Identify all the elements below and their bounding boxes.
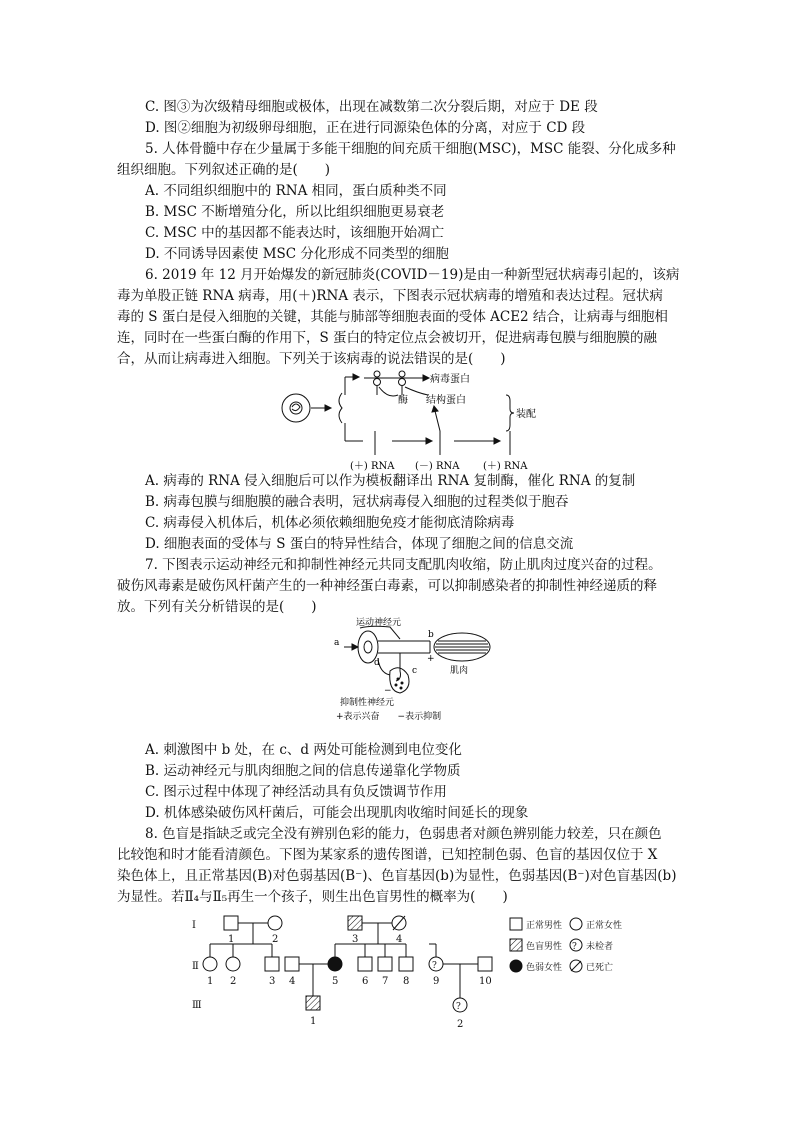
gen-2-label: Ⅱ: [192, 961, 199, 972]
q5-option-a: A. 不同组织细胞中的 RNA 相同，蛋白质种类不同: [145, 183, 447, 199]
ii-9-unchecked-mark: ?: [432, 961, 437, 971]
virus-protein-label: 病毒蛋白: [430, 374, 470, 385]
q5-option-b: B. MSC 不断增殖分化，所以比组织细胞更易衰老: [145, 204, 445, 220]
q6-stem: 6. 2019 年 12 月开始爆发的新冠肺炎(COVID－19)是由一种新型冠状病毒引起的，该病: [145, 267, 680, 283]
q7-option-b: B. 运动神经元与肌肉细胞之间的信息传递靠化学物质: [145, 763, 461, 779]
ii-4-num: 4: [289, 976, 296, 987]
legend-normal-female: 正常女性: [586, 921, 623, 931]
label-a: a: [334, 638, 340, 648]
i-4-num: 4: [396, 934, 403, 945]
legend-colorblind-male: 色盲男性: [526, 942, 563, 952]
gen-3-label: Ⅲ: [192, 1000, 202, 1011]
iii-2-unchecked-mark: ?: [456, 1002, 461, 1012]
rna-label-3: (＋) RNA: [483, 461, 528, 472]
legend-unchecked: 未检者: [586, 942, 614, 952]
ii-6-num: 6: [362, 976, 369, 987]
q6-stem-2: 毒为单股正链 RNA 病毒，用(＋)RNA 表示，下图表示冠状病毒的增殖和表达过程。冠状病: [117, 288, 663, 304]
q4-option-c: C. 图③为次级精母细胞或极体，出现在减数第二次分裂后期，对应于 DE 段: [145, 99, 598, 115]
neuron-muscle-diagram: [330, 615, 510, 727]
q7-option-c: C. 图示过程中体现了神经活动具有负反馈调节作用: [145, 784, 447, 800]
q6-option-b: B. 病毒包膜与细胞膜的融合表明，冠状病毒侵入细胞的过程类似于胞吞: [145, 494, 569, 510]
assembly-label: 装配: [516, 409, 536, 420]
enzyme-label: 酶: [398, 395, 408, 406]
q8-stem-3: 染色体上，且正常基因(B)对色弱基因(B⁻)、色盲基因(b)为显性，色弱基因(B⁻)对色盲基因(b): [117, 868, 677, 884]
host-cell-icon: [282, 394, 310, 422]
q6-option-d: D. 细胞表面的受体与 S 蛋白的特异性结合，体现了细胞之间的信息交流: [145, 536, 574, 552]
label-d: d: [374, 658, 380, 668]
rna-label-1: (＋) RNA: [350, 461, 395, 472]
label-c: c: [412, 666, 418, 676]
structural-protein-label: 结构蛋白: [426, 395, 466, 406]
gen-1-label: Ⅰ: [192, 920, 196, 931]
ii-7-num: 7: [382, 976, 389, 987]
iii-1-num: 1: [310, 1016, 317, 1027]
q5-option-d: D. 不同诱导因素使 MSC 分化形成不同类型的细胞: [145, 246, 449, 262]
q5-option-c: C. MSC 中的基因都不能表达时，该细胞开始凋亡: [145, 225, 445, 241]
q5-stem: 5. 人体骨髓中存在少量属于多能干细胞的间充质干细胞(MSC)，MSC 能裂、分化成多种: [145, 141, 676, 157]
ii-3-num: 3: [269, 976, 276, 987]
q6-stem-5: 合，从而让病毒进入细胞。下列关于该病毒的说法错误的是( ): [117, 351, 506, 367]
plus-sign: +: [427, 654, 435, 664]
q7-stem: 7. 下图表示运动神经元和抑制性神经元共同支配肌肉收缩，防止肌肉过度兴奋的过程。: [145, 557, 662, 573]
muscle-label: 肌肉: [450, 666, 469, 676]
label-b: b: [428, 630, 434, 640]
q8-stem-2: 比较饱和时才能看清颜色。下图为某家系的遗传图谱，已知控制色弱、色盲的基因仅位于 X: [117, 847, 658, 863]
q8-stem: 8. 色盲是指缺乏或完全没有辨别色彩的能力，色弱患者对颜色辨别能力较差，只在颜色: [145, 826, 662, 842]
ii-10-num: 10: [479, 976, 492, 987]
i-2-num: 2: [272, 934, 279, 945]
ii-9-num: 9: [433, 976, 440, 987]
minus-sign: −: [384, 686, 392, 696]
legend-unchecked-mark: ?: [572, 942, 577, 952]
q5-stem-cont: 组织细胞。下列叙述正确的是( ): [117, 162, 331, 178]
q8-stem-4: 为显性。若Ⅱ₄与Ⅱ₅再生一个孩子，则生出色盲男性的概率为( ): [117, 889, 508, 905]
inhibitory-neuron-label: 抑制性神经元: [340, 698, 395, 708]
iii-2-num: 2: [457, 1019, 464, 1030]
rna-label-2: (－) RNA: [415, 461, 460, 472]
pedigree-chart: [180, 908, 700, 1030]
legend-normal-male: 正常男性: [526, 921, 563, 931]
q4-option-d: D. 图②细胞为初级卵母细胞，正在进行同源染色体的分离，对应于 CD 段: [145, 120, 586, 136]
i-3-num: 3: [352, 934, 359, 945]
virus-replication-diagram: [270, 365, 570, 475]
q6-stem-4: 连，同时在一些蛋白酶的作用下，S 蛋白的特定位点会被切开，促进病毒包膜与细胞膜的融: [117, 330, 658, 346]
ii-1-num: 1: [207, 976, 214, 987]
q7-option-a: A. 刺激图中 b 处，在 c、d 两处可能检测到电位变化: [145, 742, 462, 758]
motor-neuron-label: 运动神经元: [356, 618, 402, 628]
q6-option-c: C. 病毒侵入机体后，机体必须依赖细胞免疫才能彻底清除病毒: [145, 515, 515, 531]
q6-option-a: A. 病毒的 RNA 侵入细胞后可以作为模板翻译出 RNA 复制酶，催化 RNA 的复制: [145, 473, 636, 489]
q7-stem-3: 放。下列有关分析错误的是( ): [117, 599, 317, 615]
q7-option-d: D. 机体感染破伤风杆菌后，可能会出现肌肉收缩时间延长的现象: [145, 805, 529, 821]
ii-8-num: 8: [403, 976, 410, 987]
legend-weak-female: 色弱女性: [526, 963, 563, 973]
legend-dead: 已死亡: [586, 963, 614, 973]
ii-2-num: 2: [230, 976, 237, 987]
ii-5-num: 5: [332, 976, 339, 987]
q6-stem-3: 毒的 S 蛋白是侵入细胞的关键，其能与肺部等细胞表面的受体 ACE2 结合，让病毒与细胞相: [117, 309, 668, 325]
excite-inhibit-legend: +表示兴奋 −表示抑制: [336, 712, 442, 722]
q7-stem-2: 破伤风毒素是破伤风杆菌产生的一种神经蛋白毒素，可以抑制感染者的抑制性神经递质的释: [117, 578, 657, 594]
i-1-num: 1: [228, 934, 235, 945]
